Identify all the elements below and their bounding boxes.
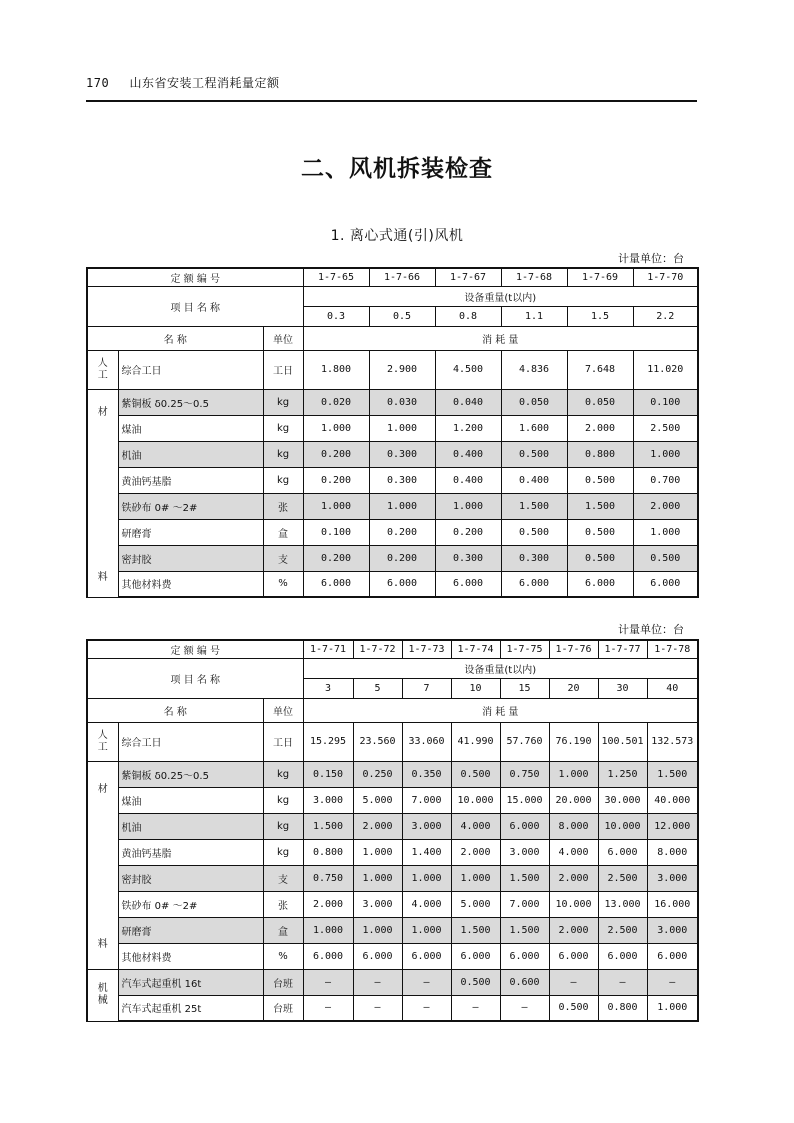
material-unit: kg [263, 415, 303, 441]
material-value: 6.000 [369, 571, 435, 597]
material-value: 0.200 [435, 519, 501, 545]
material-value: 0.500 [567, 467, 633, 493]
material-value: 1.500 [303, 813, 353, 839]
material-value: 10.000 [451, 787, 500, 813]
material-value: 1.500 [451, 917, 500, 943]
material-name: 机油 [118, 441, 263, 467]
material-value: 12.000 [647, 813, 698, 839]
material-value: 4.000 [451, 813, 500, 839]
material-value: 4.000 [402, 891, 451, 917]
material-unit: kg [263, 389, 303, 415]
quota-code: 1-7-75 [500, 640, 549, 658]
material-value: 0.700 [633, 467, 698, 493]
material-unit: kg [263, 761, 303, 787]
material-value: 3.000 [647, 917, 698, 943]
material-value: 1.500 [567, 493, 633, 519]
material-value: 1.000 [303, 917, 353, 943]
material-name: 密封胶 [118, 865, 263, 891]
material-value: 0.400 [435, 441, 501, 467]
weight-value: 2.2 [633, 306, 698, 326]
material-value: 1.500 [500, 917, 549, 943]
material-row [87, 891, 698, 917]
material-value: 6.000 [567, 571, 633, 597]
labor-unit: 工日 [263, 350, 303, 389]
quota-code: 1-7-72 [353, 640, 402, 658]
material-value: 15.000 [500, 787, 549, 813]
weight-value: 3 [303, 678, 353, 698]
machinery-value: — [353, 969, 402, 995]
material-value: 10.000 [598, 813, 647, 839]
material-row [87, 493, 698, 519]
material-row [87, 787, 698, 813]
material-name: 紫铜板 δ0.25～0.5 [118, 761, 263, 787]
quota-number-row [87, 640, 698, 658]
quota-number-label: 定 额 编 号 [87, 268, 303, 286]
material-name: 铁砂布 0# ～2# [118, 493, 263, 519]
material-value: 3.000 [402, 813, 451, 839]
machinery-value: — [647, 969, 698, 995]
material-row [87, 389, 698, 415]
material-unit: 张 [263, 891, 303, 917]
material-row [87, 865, 698, 891]
material-value: 1.200 [435, 415, 501, 441]
material-value: 0.500 [567, 519, 633, 545]
quota-code: 1-7-76 [549, 640, 598, 658]
machinery-value: — [402, 995, 451, 1021]
material-name: 其他材料费 [118, 571, 263, 597]
material-unit: 张 [263, 493, 303, 519]
material-unit: 支 [263, 865, 303, 891]
material-unit: kg [263, 467, 303, 493]
machinery-value: — [402, 969, 451, 995]
material-value: 8.000 [549, 813, 598, 839]
material-row [87, 943, 698, 969]
material-unit: % [263, 943, 303, 969]
material-value: 2.000 [303, 891, 353, 917]
material-row [87, 839, 698, 865]
material-value: 1.000 [353, 839, 402, 865]
material-value: 6.000 [353, 943, 402, 969]
weight-value: 7 [402, 678, 451, 698]
machinery-value: — [303, 995, 353, 1021]
machinery-name: 汽车式起重机 16t [118, 969, 263, 995]
material-value: 16.000 [647, 891, 698, 917]
material-value: 1.250 [598, 761, 647, 787]
machinery-value: — [451, 995, 500, 1021]
labor-value: 132.573 [647, 722, 698, 761]
material-value: 6.000 [402, 943, 451, 969]
material-value: 0.300 [369, 467, 435, 493]
material-value: 0.020 [303, 389, 369, 415]
material-value: 1.500 [647, 761, 698, 787]
material-value: 1.000 [402, 865, 451, 891]
material-value: 3.000 [353, 891, 402, 917]
weight-value: 0.3 [303, 306, 369, 326]
machinery-row [87, 995, 698, 1021]
material-value: 6.000 [598, 839, 647, 865]
machinery-value: — [598, 969, 647, 995]
material-value: 6.000 [500, 813, 549, 839]
material-row [87, 761, 698, 787]
material-unit: kg [263, 787, 303, 813]
machinery-value: — [303, 969, 353, 995]
weight-value: 15 [500, 678, 549, 698]
material-value: 0.100 [633, 389, 698, 415]
material-value: 0.750 [500, 761, 549, 787]
material-value: 30.000 [598, 787, 647, 813]
material-value: 6.000 [633, 571, 698, 597]
material-value: 0.500 [501, 441, 567, 467]
material-row [87, 441, 698, 467]
weight-value: 20 [549, 678, 598, 698]
material-value: 1.000 [353, 917, 402, 943]
labor-value: 2.900 [369, 350, 435, 389]
unit-label: 单位 [263, 326, 303, 350]
weight-value: 40 [647, 678, 698, 698]
quota-code: 1-7-78 [647, 640, 698, 658]
material-name: 研磨膏 [118, 519, 263, 545]
material-value: 6.000 [549, 943, 598, 969]
page-header [86, 74, 280, 91]
item-name-label: 项 目 名 称 [87, 658, 303, 698]
material-value: 10.000 [549, 891, 598, 917]
material-value: 0.350 [402, 761, 451, 787]
machinery-value: — [353, 995, 402, 1021]
material-value: 20.000 [549, 787, 598, 813]
quota-number-label: 定 额 编 号 [87, 640, 303, 658]
material-value: 0.800 [303, 839, 353, 865]
material-value: 1.000 [451, 865, 500, 891]
quota-number-row [87, 268, 698, 286]
material-value: 6.000 [435, 571, 501, 597]
material-value: 3.000 [500, 839, 549, 865]
weight-value: 0.8 [435, 306, 501, 326]
material-value: 2.500 [598, 865, 647, 891]
material-unit: 盒 [263, 917, 303, 943]
machinery-row [87, 969, 698, 995]
material-value: 0.500 [451, 761, 500, 787]
labor-name: 综合工日 [118, 350, 263, 389]
material-value: 0.500 [501, 519, 567, 545]
machinery-category: 机 械 [87, 969, 118, 1021]
material-name: 其他材料费 [118, 943, 263, 969]
material-value: 1.000 [402, 917, 451, 943]
material-value: 3.000 [647, 865, 698, 891]
material-value: 2.500 [633, 415, 698, 441]
quota-code: 1-7-67 [435, 268, 501, 286]
material-name: 密封胶 [118, 545, 263, 571]
material-row [87, 813, 698, 839]
equipment-weight-label: 设备重量(t以内) [303, 286, 698, 306]
material-value: 0.200 [303, 467, 369, 493]
equipment-weight-label: 设备重量(t以内) [303, 658, 698, 678]
material-value: 1.000 [369, 493, 435, 519]
material-value: 0.200 [303, 545, 369, 571]
material-unit: 支 [263, 545, 303, 571]
material-value: 5.000 [451, 891, 500, 917]
material-value: 2.500 [598, 917, 647, 943]
weight-value: 5 [353, 678, 402, 698]
page-number: 170 [86, 76, 110, 90]
material-name: 研磨膏 [118, 917, 263, 943]
material-value: 0.040 [435, 389, 501, 415]
material-value: 0.200 [303, 441, 369, 467]
material-value: 1.000 [633, 441, 698, 467]
machinery-value: 0.600 [500, 969, 549, 995]
labor-value: 7.648 [567, 350, 633, 389]
quota-code: 1-7-68 [501, 268, 567, 286]
material-row [87, 545, 698, 571]
material-row [87, 415, 698, 441]
weight-value: 0.5 [369, 306, 435, 326]
consumption-label: 消 耗 量 [303, 698, 698, 722]
material-value: 6.000 [303, 571, 369, 597]
material-name: 煤油 [118, 415, 263, 441]
labor-category: 人 工 [87, 722, 118, 761]
labor-row [87, 350, 698, 389]
material-category: 材 料 [87, 389, 118, 597]
material-row [87, 917, 698, 943]
quota-code: 1-7-71 [303, 640, 353, 658]
material-value: 0.750 [303, 865, 353, 891]
material-row [87, 467, 698, 493]
material-value: 2.000 [567, 415, 633, 441]
weight-value: 1.1 [501, 306, 567, 326]
column-header-row [87, 326, 698, 350]
material-name: 黄油钙基脂 [118, 839, 263, 865]
labor-row [87, 722, 698, 761]
material-value: 1.000 [369, 415, 435, 441]
subsection-title: 1. 离心式通(引)风机 [330, 228, 464, 244]
material-value: 6.000 [598, 943, 647, 969]
header-rule [86, 100, 697, 102]
quota-code: 1-7-69 [567, 268, 633, 286]
labor-value: 4.836 [501, 350, 567, 389]
material-value: 1.400 [402, 839, 451, 865]
material-category: 材 料 [87, 761, 118, 969]
material-value: 6.000 [501, 571, 567, 597]
labor-value: 57.760 [500, 722, 549, 761]
unit-label: 单位 [263, 698, 303, 722]
quota-table-1 [86, 267, 699, 598]
material-value: 6.000 [451, 943, 500, 969]
machinery-unit: 台班 [263, 995, 303, 1021]
labor-value: 15.295 [303, 722, 353, 761]
labor-name: 综合工日 [118, 722, 263, 761]
table2-unit-label: 计量单位：台 [618, 623, 684, 636]
name-label: 名 称 [87, 698, 263, 722]
labor-value: 11.020 [633, 350, 698, 389]
material-value: 4.000 [549, 839, 598, 865]
material-value: 0.300 [501, 545, 567, 571]
material-value: 0.200 [369, 545, 435, 571]
material-name: 机油 [118, 813, 263, 839]
material-value: 0.500 [633, 545, 698, 571]
machinery-name: 汽车式起重机 25t [118, 995, 263, 1021]
material-value: 0.800 [567, 441, 633, 467]
material-value: 1.000 [633, 519, 698, 545]
material-unit: % [263, 571, 303, 597]
table1-unit-label: 计量单位：台 [618, 252, 684, 265]
material-row [87, 519, 698, 545]
labor-value: 41.990 [451, 722, 500, 761]
quota-code: 1-7-77 [598, 640, 647, 658]
labor-unit: 工日 [263, 722, 303, 761]
material-value: 0.050 [567, 389, 633, 415]
material-unit: kg [263, 839, 303, 865]
section-title: 二、风机拆装检查 [301, 155, 493, 182]
machinery-value: 0.500 [549, 995, 598, 1021]
item-name-label: 项 目 名 称 [87, 286, 303, 326]
material-value: 1.000 [353, 865, 402, 891]
material-value: 1.000 [549, 761, 598, 787]
material-value: 1.000 [303, 415, 369, 441]
material-value: 7.000 [402, 787, 451, 813]
quota-table-2 [86, 639, 699, 1022]
material-value: 1.000 [303, 493, 369, 519]
consumption-label: 消 耗 量 [303, 326, 698, 350]
material-value: 1.000 [435, 493, 501, 519]
material-value: 5.000 [353, 787, 402, 813]
machinery-value: — [500, 995, 549, 1021]
material-value: 0.300 [369, 441, 435, 467]
material-unit: kg [263, 441, 303, 467]
quota-code: 1-7-74 [451, 640, 500, 658]
material-row [87, 571, 698, 597]
material-unit: 盒 [263, 519, 303, 545]
quota-code: 1-7-66 [369, 268, 435, 286]
material-value: 0.200 [369, 519, 435, 545]
labor-value: 76.190 [549, 722, 598, 761]
machinery-value: 1.000 [647, 995, 698, 1021]
material-value: 0.050 [501, 389, 567, 415]
quota-code: 1-7-65 [303, 268, 369, 286]
labor-value: 4.500 [435, 350, 501, 389]
material-value: 13.000 [598, 891, 647, 917]
material-value: 2.000 [451, 839, 500, 865]
book-title: 山东省安装工程消耗量定额 [129, 76, 280, 90]
labor-value: 23.560 [353, 722, 402, 761]
equipment-weight-row [87, 658, 698, 678]
labor-value: 1.800 [303, 350, 369, 389]
weight-value: 30 [598, 678, 647, 698]
material-value: 2.000 [549, 865, 598, 891]
material-value: 0.400 [435, 467, 501, 493]
material-value: 0.300 [435, 545, 501, 571]
weight-value: 10 [451, 678, 500, 698]
name-label: 名 称 [87, 326, 263, 350]
material-value: 40.000 [647, 787, 698, 813]
material-value: 1.500 [501, 493, 567, 519]
labor-value: 100.501 [598, 722, 647, 761]
material-value: 1.600 [501, 415, 567, 441]
material-value: 2.000 [353, 813, 402, 839]
material-value: 2.000 [549, 917, 598, 943]
material-value: 0.150 [303, 761, 353, 787]
machinery-value: — [549, 969, 598, 995]
machinery-unit: 台班 [263, 969, 303, 995]
material-name: 紫铜板 δ0.25～0.5 [118, 389, 263, 415]
material-value: 3.000 [303, 787, 353, 813]
material-value: 0.100 [303, 519, 369, 545]
material-name: 铁砂布 0# ～2# [118, 891, 263, 917]
machinery-value: 0.800 [598, 995, 647, 1021]
labor-value: 33.060 [402, 722, 451, 761]
material-value: 0.250 [353, 761, 402, 787]
material-value: 6.000 [303, 943, 353, 969]
material-value: 7.000 [500, 891, 549, 917]
material-value: 2.000 [633, 493, 698, 519]
material-value: 6.000 [500, 943, 549, 969]
material-value: 8.000 [647, 839, 698, 865]
material-value: 0.400 [501, 467, 567, 493]
material-value: 6.000 [647, 943, 698, 969]
weight-value: 1.5 [567, 306, 633, 326]
column-header-row [87, 698, 698, 722]
material-value: 0.030 [369, 389, 435, 415]
material-unit: kg [263, 813, 303, 839]
machinery-value: 0.500 [451, 969, 500, 995]
material-value: 1.500 [500, 865, 549, 891]
quota-code: 1-7-73 [402, 640, 451, 658]
labor-category: 人 工 [87, 350, 118, 389]
material-name: 黄油钙基脂 [118, 467, 263, 493]
equipment-weight-row [87, 286, 698, 306]
material-name: 煤油 [118, 787, 263, 813]
material-value: 0.500 [567, 545, 633, 571]
quota-code: 1-7-70 [633, 268, 698, 286]
